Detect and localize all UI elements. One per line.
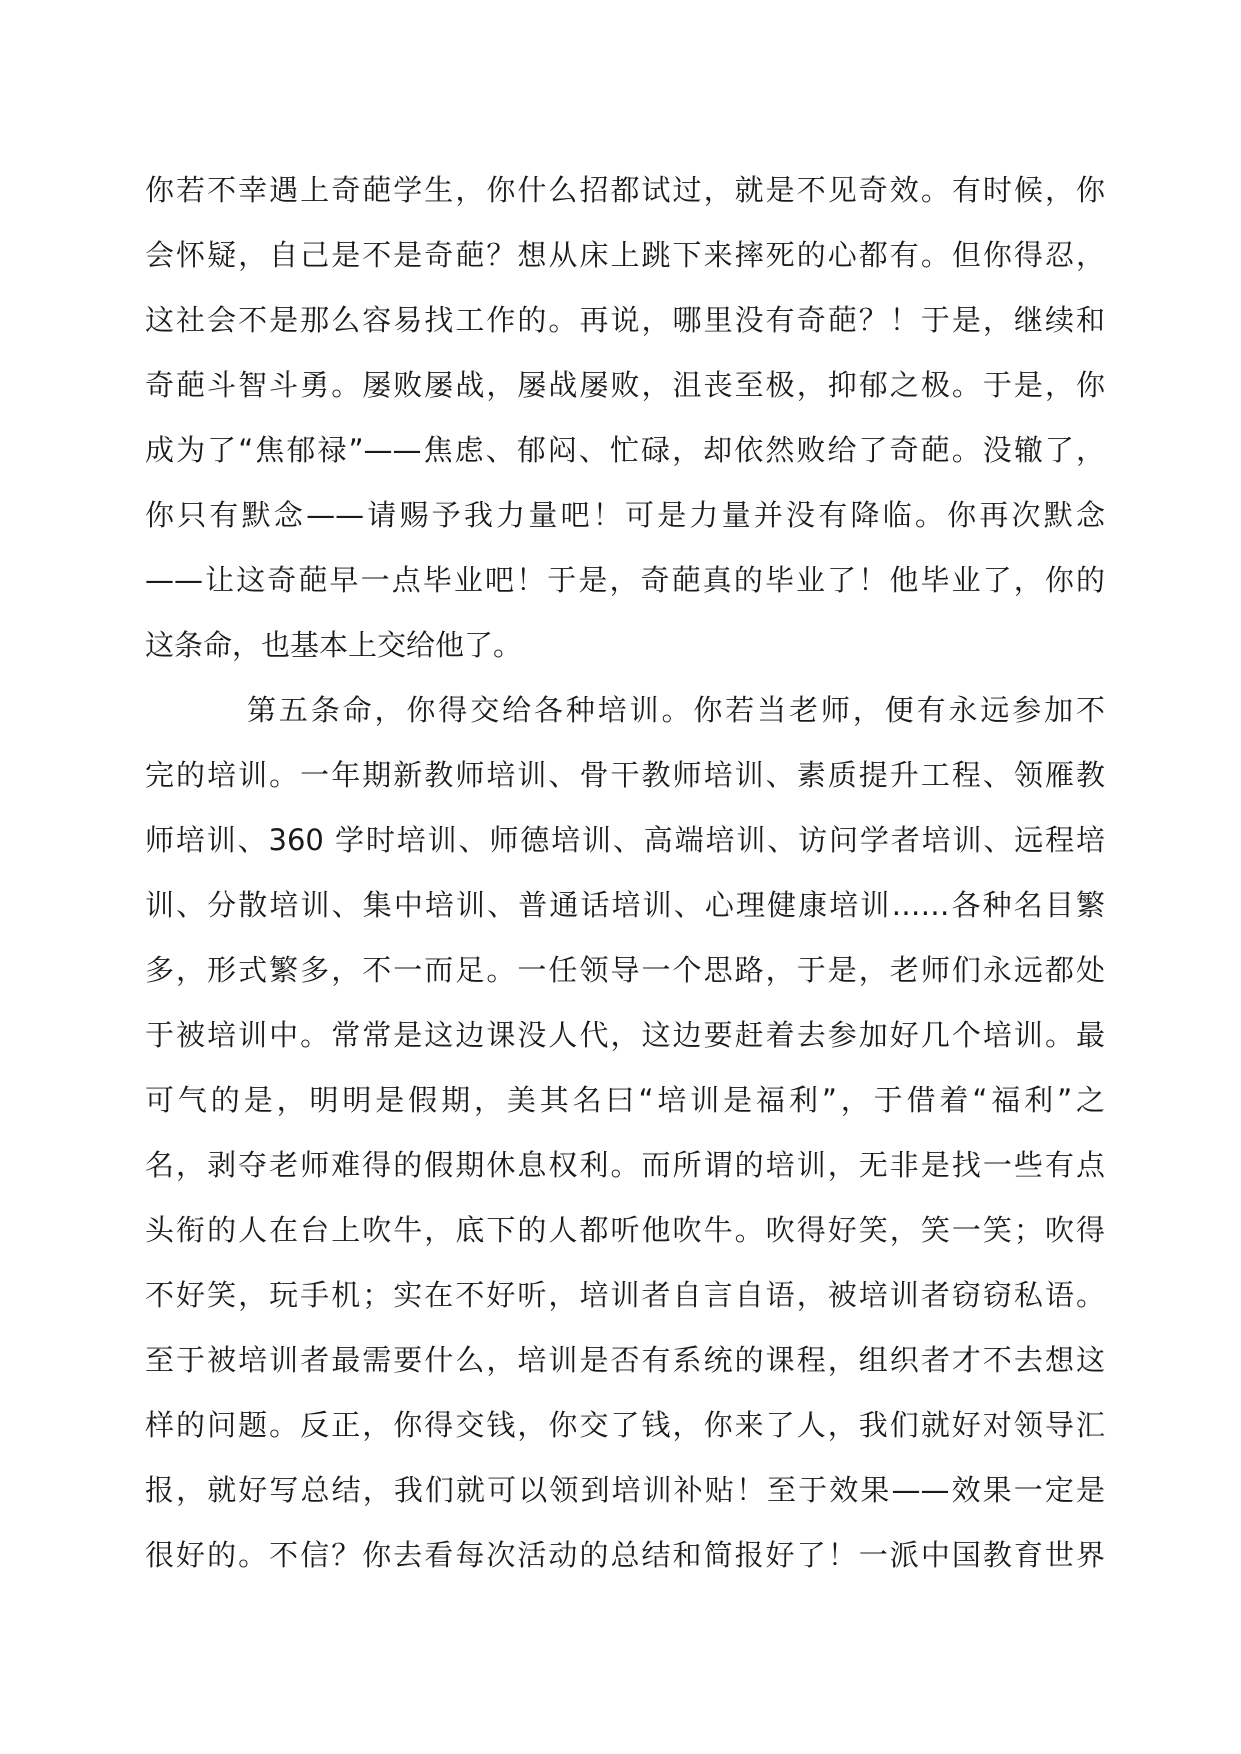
text-line: 这社会不是那么容易找工作的。再说，哪里没有奇葩？！于是，继续和	[145, 303, 1105, 337]
text-line: 你只有默念——请赐予我力量吧！可是力量并没有降临。你再次默念	[145, 498, 1105, 532]
text-line: 样的问题。反正，你得交钱，你交了钱，你来了人，我们就好对领导汇	[145, 1408, 1105, 1442]
text-line: 报，就好写总结，我们就可以领到培训补贴！至于效果——效果一定是	[145, 1473, 1105, 1507]
text-line: 完的培训。一年期新教师培训、骨干教师培训、素质提升工程、领雁教	[145, 758, 1105, 792]
text-line: 可气的是，明明是假期，美其名曰“培训是福利”，于借着“福利”之	[145, 1083, 1105, 1117]
paragraph-end-line: 这条命，也基本上交给他了。	[145, 628, 523, 662]
text-line: 师培训、360 学时培训、师德培训、高端培训、访问学者培训、远程培	[145, 823, 1105, 857]
text-line: 成为了“焦郁禄”——焦虑、郁闷、忙碌，却依然败给了奇葩。没辙了，	[145, 433, 1105, 467]
body-text	[145, 158, 1105, 1588]
text-line: 会怀疑，自己是不是奇葩？想从床上跳下来摔死的心都有。但你得忍，	[145, 238, 1105, 272]
text-line: 奇葩斗智斗勇。屡败屡战，屡战屡败，沮丧至极，抑郁之极。于是，你	[145, 368, 1105, 402]
text-line: 你若不幸遇上奇葩学生，你什么招都试过，就是不见奇效。有时候，你	[145, 173, 1105, 207]
text-line: 很好的。不信？你去看每次活动的总结和简报好了！一派中国教育世界	[145, 1538, 1105, 1572]
text-line: 头衔的人在台上吹牛，底下的人都听他吹牛。吹得好笑，笑一笑；吹得	[145, 1213, 1105, 1247]
text-line: 名，剥夺老师难得的假期休息权利。而所谓的培训，无非是找一些有点	[145, 1148, 1105, 1182]
text-line: 多，形式繁多，不一而足。一任领导一个思路，于是，老师们永远都处	[145, 953, 1105, 987]
text-line: 不好笑，玩手机；实在不好听，培训者自言自语，被培训者窃窃私语。	[145, 1278, 1105, 1312]
text-line: 于被培训中。常常是这边课没人代，这边要赶着去参加好几个培训。最	[145, 1018, 1105, 1052]
text-line: ——让这奇葩早一点毕业吧！于是，奇葩真的毕业了！他毕业了，你的	[145, 563, 1105, 597]
paragraph-start-line: 第五条命，你得交给各种培训。你若当老师，便有永远参加不	[247, 693, 1105, 727]
text-line: 训、分散培训、集中培训、普通话培训、心理健康培训……各种名目繁	[145, 888, 1105, 922]
text-line: 至于被培训者最需要什么，培训是否有系统的课程，组织者才不去想这	[145, 1343, 1105, 1377]
